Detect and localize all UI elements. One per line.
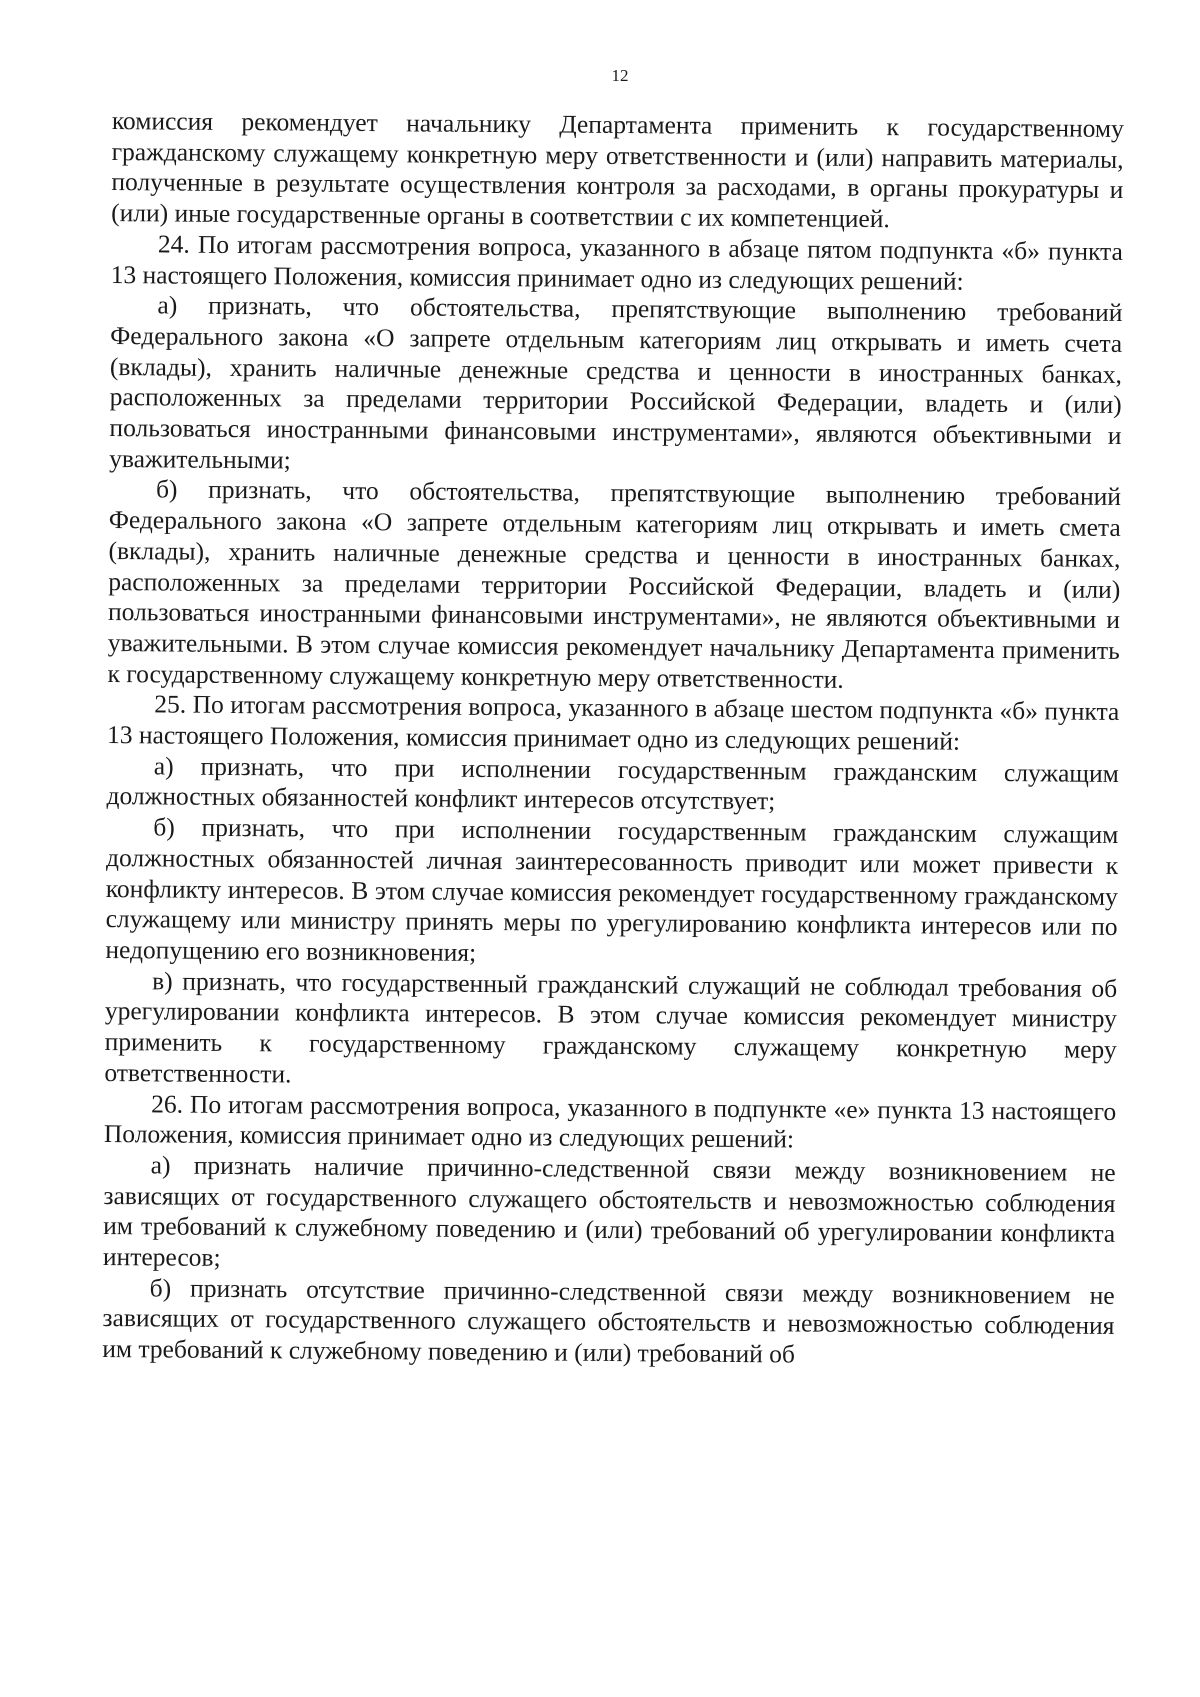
paragraph-item-25-a: а) признать, что при исполнении государственным гражданским служащим должностных обязанностей конфликт интересов отсутствует; (106, 751, 1119, 816)
paragraph-item-26: 26. По итогам рассмотрения вопроса, указанного в подпункте «е» пункта 13 настоящего Положения, комиссия принимает одно из следующих решений: (103, 1088, 1117, 1154)
paragraph-item-24: 24. По итогам рассмотрения вопроса, указанного в абзаце пятом подпункта «б» пункта 13 настоящего Положения, комиссия принимает одно из следующих решений: (110, 229, 1124, 296)
paragraph-item-26-b: б) признать отсутствие причинно-следственной связи между возникновением не зависящих от государственного служащего обстоятельств и невозможностью соблюдения им требований к служебному поведению и (или) требований об (102, 1273, 1115, 1369)
page-number: 12 (611, 66, 629, 85)
paragraph-continuation: комиссия рекомендует начальнику Департамента применить к государственному гражданскому служащему конкретную меру ответственности и (или) направить материалы, полученные в результате осуществления контроля за расходами, в органы прокуратуры и (или) иные государственные органы в соответствии с их компетенцией. (111, 106, 1124, 234)
paragraph-item-26-a: а) признать наличие причинно-следственной связи между возникновением не зависящих от государственного служащего обстоятельств и невозможностью соблюдения им требований к служебному поведению и (или) требований об урегулировании конфликта интересов; (102, 1150, 1116, 1272)
paragraph-item-24-a: а) признать, что обстоятельства, препятствующие выполнению требований Федерального закона «О запрете отдельным категориям лиц открывать и иметь счета (вклады), хранить наличные денежные средства и ценности в иностранных банках, расположенных за пределами территории Российской Федерации, владеть и (или) пользоваться иностранными финансовыми инструментами», являются объективными и уважительными; (109, 290, 1123, 475)
paragraph-item-25-b: б) признать, что при исполнении государственным гражданским служащим должностных обязанностей личная заинтересованность приводит или может привести к конфликту интересов. В этом случае комиссия рекомендует государственному гражданскому служащему или министру принять меры по урегулированию конфликта интересов или по недопущению его возникновения; (105, 812, 1119, 967)
paragraph-item-25: 25. По итогам рассмотрения вопроса, указанного в абзаце шестом подпункта «б» пункта 13 настоящего Положения, комиссия принимает одно из следующих решений: (106, 689, 1120, 756)
document-body (102, 106, 1124, 1373)
paragraph-item-24-b: б) признать, что обстоятельства, препятствующие выполнению требований Федерального закона «О запрете отдельным категориям лиц открывать и иметь смета (вклады), хранить наличные денежные средства и ценности в иностранных банках, расположенных за пределами территории Российской Федерации, владеть и (или) пользоваться иностранными финансовыми инструментами», не являются объективными и уважительными. В этом случае комиссия рекомендует начальнику Департамента применить к государственному служащему конкретную меру ответственности. (107, 474, 1122, 694)
paragraph-item-25-v: в) признать, что государственный гражданский служащий не соблюдал требования об урегулировании конфликта интересов. В этом случае комиссия рекомендует министру применить к государственному гражданскому служащему конкретную меру ответственности. (104, 966, 1118, 1089)
